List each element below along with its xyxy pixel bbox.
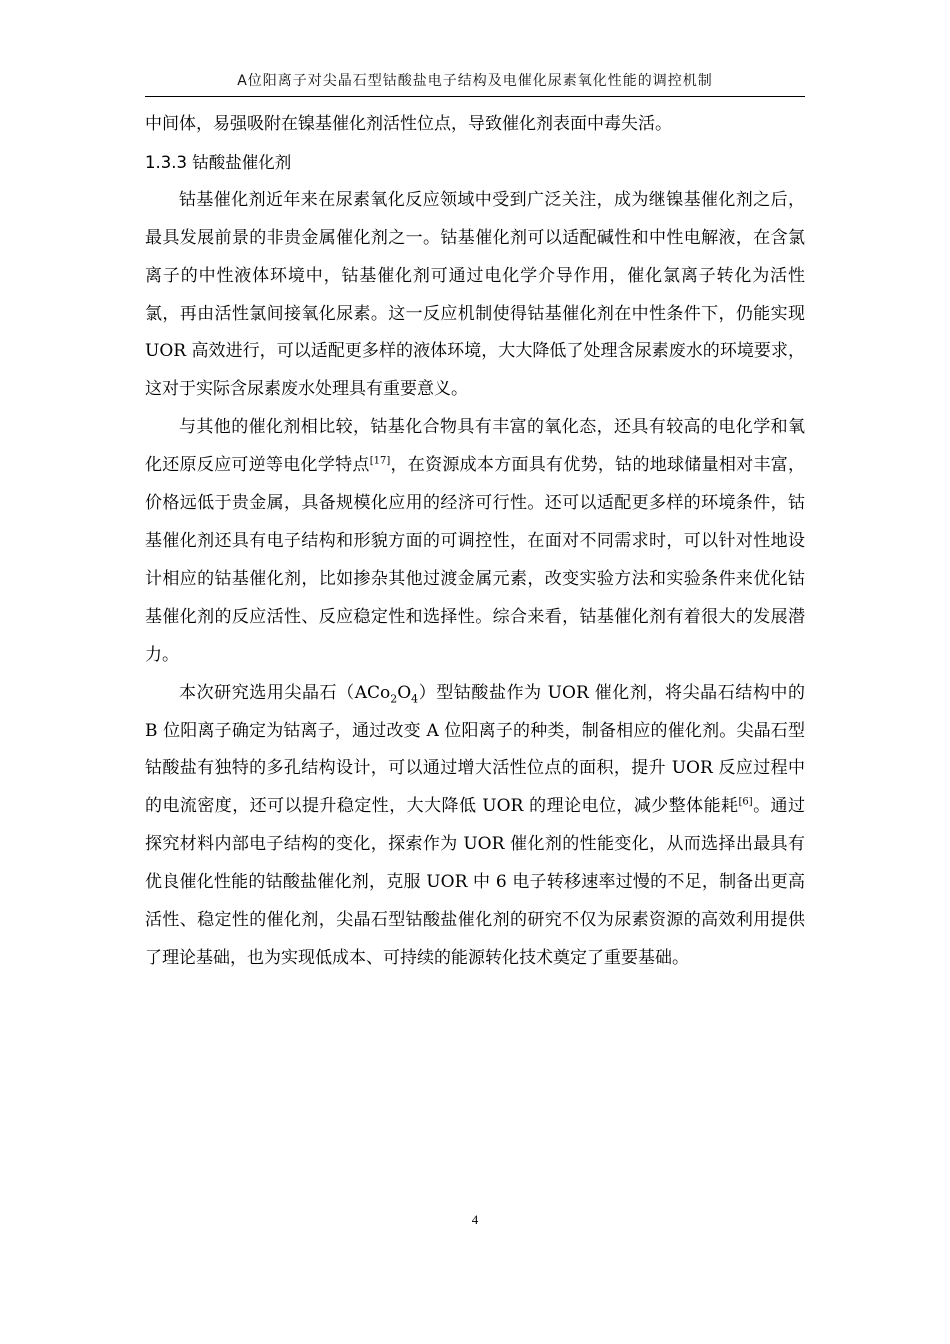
section-heading <box>145 144 805 182</box>
section-number: 1.3.3 <box>145 152 187 172</box>
paragraph-3-text-d: 。通过探究材料内部电子结构的变化，探索作为 UOR 催化剂的性能变化，从而选择出最具有优良催化性能的钴酸盐催化剂，克服 UOR 中 6 电子转移速率过慢的不足，制备出更高活性、稳定性的催化剂，尖晶石型钴酸盐催化剂的研究不仅为尿素资源的高效利用提供了理论基础，也为实现低成本、可持续的能源转化技术奠定了重要基础。 <box>145 796 806 968</box>
citation-6: [6] <box>738 796 753 808</box>
header-rule <box>145 96 805 97</box>
paragraph-3 <box>145 675 805 978</box>
page-number: 4 <box>471 1212 479 1227</box>
citation-17: [17] <box>369 455 391 467</box>
subscript-2: 2 <box>390 691 398 705</box>
paragraph-2-text-a: 与其他的催化剂相比较，钴基化合物具有丰富的氧化态，还具有较高的电化学和氧化还原反应可逆等电化学特点 <box>145 417 805 476</box>
running-header: A位阳离子对尖晶石型钴酸盐电子结构及电催化尿素氧化性能的调控机制 <box>237 73 713 89</box>
paragraph-2-text-b: ，在资源成本方面具有优势，钴的地球储量相对丰富，价格远低于贵金属，具备规模化应用的经济可行性。还可以适配更多样的环境条件，钴基催化剂还具有电子结构和形貌方面的可调控性，在面对不同需求时，可以针对性地设计相应的钴基催化剂，比如掺杂其他过渡金属元素，改变实验方法和实验条件来优化钴基催化剂的反应活性、反应稳定性和选择性。综合来看，钴基催化剂有着很大的发展潜力。 <box>145 455 806 665</box>
paragraph-3-text-a: 本次研究选用尖晶石（ACo <box>179 682 391 703</box>
paragraph-3-text-c: ）型钴酸盐作为 UOR 催化剂，将尖晶石结构中的 B 位阳离子确定为钴离子，通过改变 A 位阳离子的种类，制备相应的催化剂。尖晶石型钴酸盐有独特的多孔结构设计，可以通过增大活性位点的面积，提升 UOR 反应过程中的电流密度，还可以提升稳定性，大大降低 UOR 的理论电位，减少整体能耗 <box>145 682 805 817</box>
paragraph-3-text-b: O <box>397 682 412 703</box>
paragraph-2 <box>145 409 805 674</box>
paragraph-1: 钴基催化剂近年来在尿素氧化反应领域中受到广泛关注，成为继镍基催化剂之后，最具发展前景的非贵金属催化剂之一。钴基催化剂可以适配碱性和中性电解液，在含氯离子的中性液体环境中，钴基催化剂可通过电化学介导作用，催化氯离子转化为活性氯，再由活性氯间接氧化尿素。这一反应机制使得钴基催化剂在中性条件下，仍能实现 UOR 高效进行，可以适配更多样的液体环境，大大降低了处理含尿素废水的环境要求，这对于实际含尿素废水处理具有重要意义。 <box>145 189 805 400</box>
paragraph-continuation: 中间体，易强吸附在镍基催化剂活性位点，导致催化剂表面中毒失活。 <box>145 114 672 134</box>
subscript-4: 4 <box>411 691 419 705</box>
section-title: 钴酸盐催化剂 <box>192 152 292 172</box>
body-text <box>145 106 805 978</box>
